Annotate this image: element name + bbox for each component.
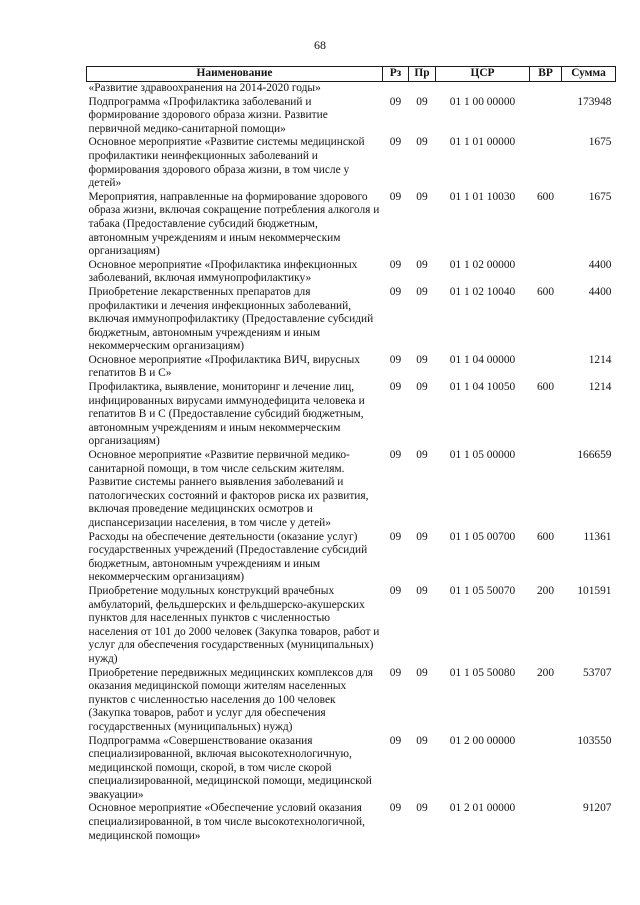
row-sum: 4400 — [588, 285, 612, 298]
row-vr: 600 — [536, 530, 555, 543]
row-name: Подпрограмма «Профилактика заболеваний и формирование здорового образа жизни. Развитие первичной медико-санитарной помощи» — [88, 95, 328, 135]
row-vr: 600 — [536, 190, 555, 203]
row-rz: 09 — [389, 530, 402, 543]
row-rz: 09 — [389, 285, 402, 298]
row-rz: 09 — [389, 381, 402, 394]
row-pr: 09 — [416, 666, 428, 679]
row-vr — [530, 82, 562, 96]
table-row — [87, 735, 616, 803]
row-name: Приобретение лекарственных препаратов для профилактики и лечения инфекционных заболеваний, включая иммунопрофилактику (Предоставление субсидий бюджетным, автономным учреждениям и иным некоммерческим организациям) — [88, 285, 374, 353]
row-name: Приобретение передвижных медицинских комплексов для оказания медицинской помощи жителям населенных пунктов с численностью населения до 100 человек (Закупка товаров, работ и услуг для обеспечения государственных (муниципальных) нужд) — [88, 666, 374, 733]
row-pr: 09 — [416, 95, 428, 108]
row-rz: 09 — [389, 584, 402, 597]
row-csr: 01 1 02 10040 — [449, 285, 516, 298]
row-csr: 01 1 05 50070 — [449, 584, 516, 597]
row-vr — [530, 136, 562, 190]
row-vr: 200 — [536, 666, 555, 679]
row-sum: 166659 — [577, 449, 612, 462]
row-name: «Развитие здравоохранения на 2014-2020 годы» — [88, 82, 321, 94]
column-header-pr: Пр — [409, 67, 436, 82]
column-header-name: Наименование — [87, 67, 383, 82]
row-pr: 09 — [416, 353, 428, 366]
row-sum: 1214 — [588, 381, 612, 394]
row-vr — [530, 449, 562, 531]
row-sum: 4400 — [588, 258, 612, 271]
row-sum: 11361 — [583, 530, 612, 543]
row-sum: 1214 — [588, 353, 612, 366]
row-vr: 600 — [536, 381, 555, 394]
row-pr: 09 — [416, 734, 428, 747]
table-row — [87, 381, 616, 449]
row-csr: 01 2 00 00000 — [449, 734, 516, 747]
row-vr — [530, 354, 562, 381]
row-vr — [530, 735, 562, 803]
row-sum: 103550 — [577, 734, 612, 747]
row-pr: 09 — [416, 802, 428, 815]
table-row — [87, 802, 616, 843]
row-vr: 200 — [536, 584, 555, 597]
row-pr — [409, 82, 436, 96]
row-name: Приобретение модульных конструкций врачебных амбулаторий, фельдшерских и фельдшерско-акушерских пунктов для населенных пунктов с численностью населения от 101 до 2000 человек (Закупка товаров, работ и услуг для обеспечения государственных (муниципальных) нужд) — [88, 584, 380, 665]
row-sum: 101591 — [577, 584, 612, 597]
column-header-sum: Сумма — [562, 67, 616, 82]
row-rz: 09 — [389, 666, 402, 679]
row-vr — [530, 96, 562, 137]
table-row — [87, 585, 616, 667]
table-row — [87, 354, 616, 381]
row-name: Основное мероприятие «Обеспечение условий оказания специализированной, в том числе высокотехнологичной, медицинской помощи» — [88, 802, 365, 842]
row-name: Профилактика, выявление, мониторинг и лечение лиц, инфицированных вирусами иммунодефицита человека и гепатитов В и С (Предоставление субсидий бюджетным, автономным учреждениям и иным некоммерческим организациям) — [88, 381, 365, 448]
table-row — [87, 259, 616, 286]
table-row — [87, 96, 616, 137]
row-csr: 01 1 04 00000 — [449, 353, 516, 366]
row-pr: 09 — [416, 381, 428, 394]
row-sum: 91207 — [583, 802, 612, 815]
row-csr: 01 1 05 00000 — [449, 449, 516, 462]
row-csr: 01 1 01 10030 — [449, 190, 516, 203]
row-rz: 09 — [389, 136, 402, 149]
page-number: 68 — [314, 38, 326, 52]
row-sum: 1675 — [588, 190, 612, 203]
column-header-vr: ВР — [530, 67, 562, 82]
column-header-csr: ЦСР — [436, 67, 530, 82]
row-sum: 173948 — [577, 95, 612, 108]
row-pr: 09 — [416, 285, 428, 298]
row-csr: 01 1 05 50080 — [449, 666, 516, 679]
table-row — [87, 531, 616, 585]
row-name: Подпрограмма «Совершенствование оказания специализированной, включая высокотехнологичную, медицинской помощи, скорой, в том числе скорой специализированной, медицинской помощи, медицинской эвакуации» — [88, 734, 372, 801]
row-rz: 09 — [389, 802, 402, 815]
column-header-rz: Рз — [383, 67, 409, 82]
table-row — [87, 136, 616, 190]
row-rz — [383, 82, 409, 96]
row-csr: 01 1 05 00700 — [449, 530, 516, 543]
row-rz: 09 — [389, 734, 402, 747]
row-name: Расходы на обеспечение деятельности (оказание услуг) государственных учреждений (Предоставление субсидий бюджетным, автономным учреждениям и иным некоммерческим организациям) — [88, 530, 368, 584]
row-rz: 09 — [389, 258, 402, 271]
row-vr: 600 — [536, 285, 555, 298]
row-name: Основное мероприятие «Развитие системы медицинской профилактики неинфекционных заболеваний и формирования здорового образа жизни, в том числе у детей» — [88, 136, 365, 190]
table-body — [87, 82, 616, 844]
row-csr: 01 1 01 00000 — [449, 136, 516, 149]
row-name: Основное мероприятие «Развитие первичной медико-санитарной помощи, в том числе сельским жителям. Развитие системы раннего выявления заболеваний и патологических состояний и факторов риска их развития, включая проведение медицинских осмотров и диспансеризации населения, в том числе у детей» — [88, 449, 369, 529]
row-sum — [562, 82, 616, 96]
row-csr: 01 2 01 00000 — [449, 802, 516, 815]
row-name: Основное мероприятие «Профилактика ВИЧ, вирусных гепатитов В и С» — [88, 353, 360, 380]
row-csr: 01 1 04 10050 — [449, 381, 516, 394]
table-row — [87, 667, 616, 735]
row-rz: 09 — [389, 449, 402, 462]
table-row — [87, 449, 616, 531]
row-rz: 09 — [389, 190, 402, 203]
row-rz: 09 — [389, 95, 402, 108]
table-row — [87, 82, 616, 96]
row-name: Мероприятия, направленные на формирование здорового образа жизни, включая сокращение потребления алкоголя и табака (Предоставление субсидий бюджетным, автономным учреждениям и иным некоммерческим организациям) — [88, 190, 380, 258]
row-name: Основное мероприятие «Профилактика инфекционных заболеваний, включая иммунопрофилактику» — [88, 258, 358, 285]
row-vr — [530, 802, 562, 843]
row-csr: 01 1 02 00000 — [449, 258, 516, 271]
table-header-row — [87, 67, 616, 82]
row-sum: 53707 — [583, 666, 612, 679]
budget-table — [86, 66, 616, 843]
row-pr: 09 — [416, 190, 428, 203]
row-pr: 09 — [416, 258, 428, 271]
row-vr — [530, 259, 562, 286]
row-pr: 09 — [416, 584, 428, 597]
table-row — [87, 286, 616, 354]
row-rz: 09 — [389, 353, 402, 366]
row-csr — [436, 82, 530, 96]
row-pr: 09 — [416, 449, 428, 462]
table-row — [87, 191, 616, 259]
row-pr: 09 — [416, 136, 428, 149]
row-csr: 01 1 00 00000 — [449, 95, 516, 108]
row-pr: 09 — [416, 530, 428, 543]
row-sum: 1675 — [588, 136, 612, 149]
